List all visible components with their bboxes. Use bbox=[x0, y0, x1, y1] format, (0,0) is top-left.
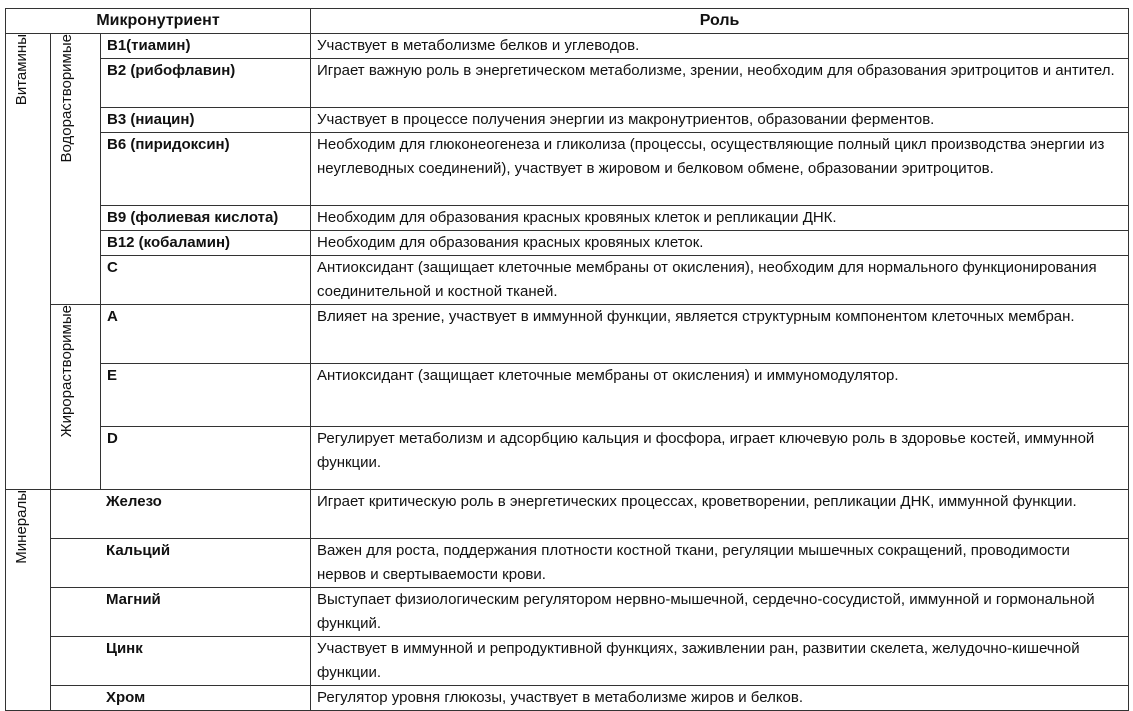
table-row bbox=[6, 108, 1129, 133]
header-micronutrient: Микронутриент bbox=[6, 9, 311, 34]
subgroup-fat-soluble-label: Жирорастворимые bbox=[58, 305, 75, 438]
table-row bbox=[6, 427, 1129, 490]
table-row bbox=[6, 490, 1129, 539]
table-row bbox=[6, 539, 1129, 588]
nutrient-role: Необходим для образования красных кровяных клеток и репликации ДНК. bbox=[311, 206, 1129, 231]
table-row bbox=[6, 133, 1129, 206]
subgroup-fat-soluble bbox=[51, 305, 101, 490]
nutrient-name: Железо bbox=[51, 490, 311, 539]
header-row bbox=[6, 9, 1129, 34]
group-minerals-label: Минералы bbox=[13, 490, 30, 564]
nutrient-name: B1(тиамин) bbox=[101, 34, 311, 59]
table-row bbox=[6, 364, 1129, 427]
nutrient-name: B6 (пиридоксин) bbox=[101, 133, 311, 206]
nutrient-role: Необходим для образования красных кровяных клеток. bbox=[311, 231, 1129, 256]
nutrient-role: Важен для роста, поддержания плотности костной ткани, регуляции мышечных сокращений, проводимости нервов и свертываемости крови. bbox=[311, 539, 1129, 588]
nutrient-role: Выступает физиологическим регулятором нервно-мышечной, сердечно-сосудистой, иммунной и гормональной функций. bbox=[311, 588, 1129, 637]
table-row bbox=[6, 637, 1129, 686]
table-row bbox=[6, 34, 1129, 59]
nutrient-role: Влияет на зрение, участвует в иммунной функции, является структурным компонентом клеточных мембран. bbox=[311, 305, 1129, 364]
nutrient-name: E bbox=[101, 364, 311, 427]
nutrient-role: Играет критическую роль в энергетических процессах, кроветворении, репликации ДНК, иммунной функции. bbox=[311, 490, 1129, 539]
nutrient-name: B12 (кобаламин) bbox=[101, 231, 311, 256]
table-row bbox=[6, 305, 1129, 364]
micronutrient-table bbox=[5, 8, 1129, 711]
nutrient-name: B3 (ниацин) bbox=[101, 108, 311, 133]
nutrient-role: Регулирует метаболизм и адсорбцию кальция и фосфора, играет ключевую роль в здоровье костей, иммунной функции. bbox=[311, 427, 1129, 490]
nutrient-name: B9 (фолиевая кислота) bbox=[101, 206, 311, 231]
nutrient-name: C bbox=[101, 256, 311, 305]
nutrient-name: D bbox=[101, 427, 311, 490]
nutrient-role: Необходим для глюконеогенеза и гликолиза (процессы, осуществляющие полный цикл производства энергии из неуглеводных соединений), участвует в жировом и белковом обмене, образовании эритроцитов. bbox=[311, 133, 1129, 206]
nutrient-role: Участвует в процессе получения энергии из макронутриентов, образовании ферментов. bbox=[311, 108, 1129, 133]
group-vitamins-label: Витамины bbox=[13, 34, 30, 106]
group-minerals bbox=[6, 490, 51, 711]
table-row bbox=[6, 231, 1129, 256]
group-vitamins bbox=[6, 34, 51, 490]
nutrient-name: Магний bbox=[51, 588, 311, 637]
nutrient-name: A bbox=[101, 305, 311, 364]
subgroup-water-soluble bbox=[51, 34, 101, 305]
nutrient-role: Участвует в метаболизме белков и углеводов. bbox=[311, 34, 1129, 59]
table-row bbox=[6, 588, 1129, 637]
nutrient-name: Кальций bbox=[51, 539, 311, 588]
nutrient-role: Антиоксидант (защищает клеточные мембраны от окисления), необходим для нормального функционирования соединительной и костной тканей. bbox=[311, 256, 1129, 305]
nutrient-role: Регулятор уровня глюкозы, участвует в метаболизме жиров и белков. bbox=[311, 686, 1129, 711]
nutrient-name: B2 (рибофлавин) bbox=[101, 59, 311, 108]
nutrient-name: Цинк bbox=[51, 637, 311, 686]
table-row bbox=[6, 256, 1129, 305]
table-row bbox=[6, 59, 1129, 108]
nutrient-name: Хром bbox=[51, 686, 311, 711]
nutrient-role: Антиоксидант (защищает клеточные мембраны от окисления) и иммуномодулятор. bbox=[311, 364, 1129, 427]
table-row bbox=[6, 206, 1129, 231]
header-role: Роль bbox=[311, 9, 1129, 34]
nutrient-role: Участвует в иммунной и репродуктивной функциях, заживлении ран, развитии скелета, желудочно-кишечной функции. bbox=[311, 637, 1129, 686]
subgroup-water-soluble-label: Водорастворимые bbox=[58, 34, 75, 163]
nutrient-role: Играет важную роль в энергетическом метаболизме, зрении, необходим для образования эритроцитов и антител. bbox=[311, 59, 1129, 108]
